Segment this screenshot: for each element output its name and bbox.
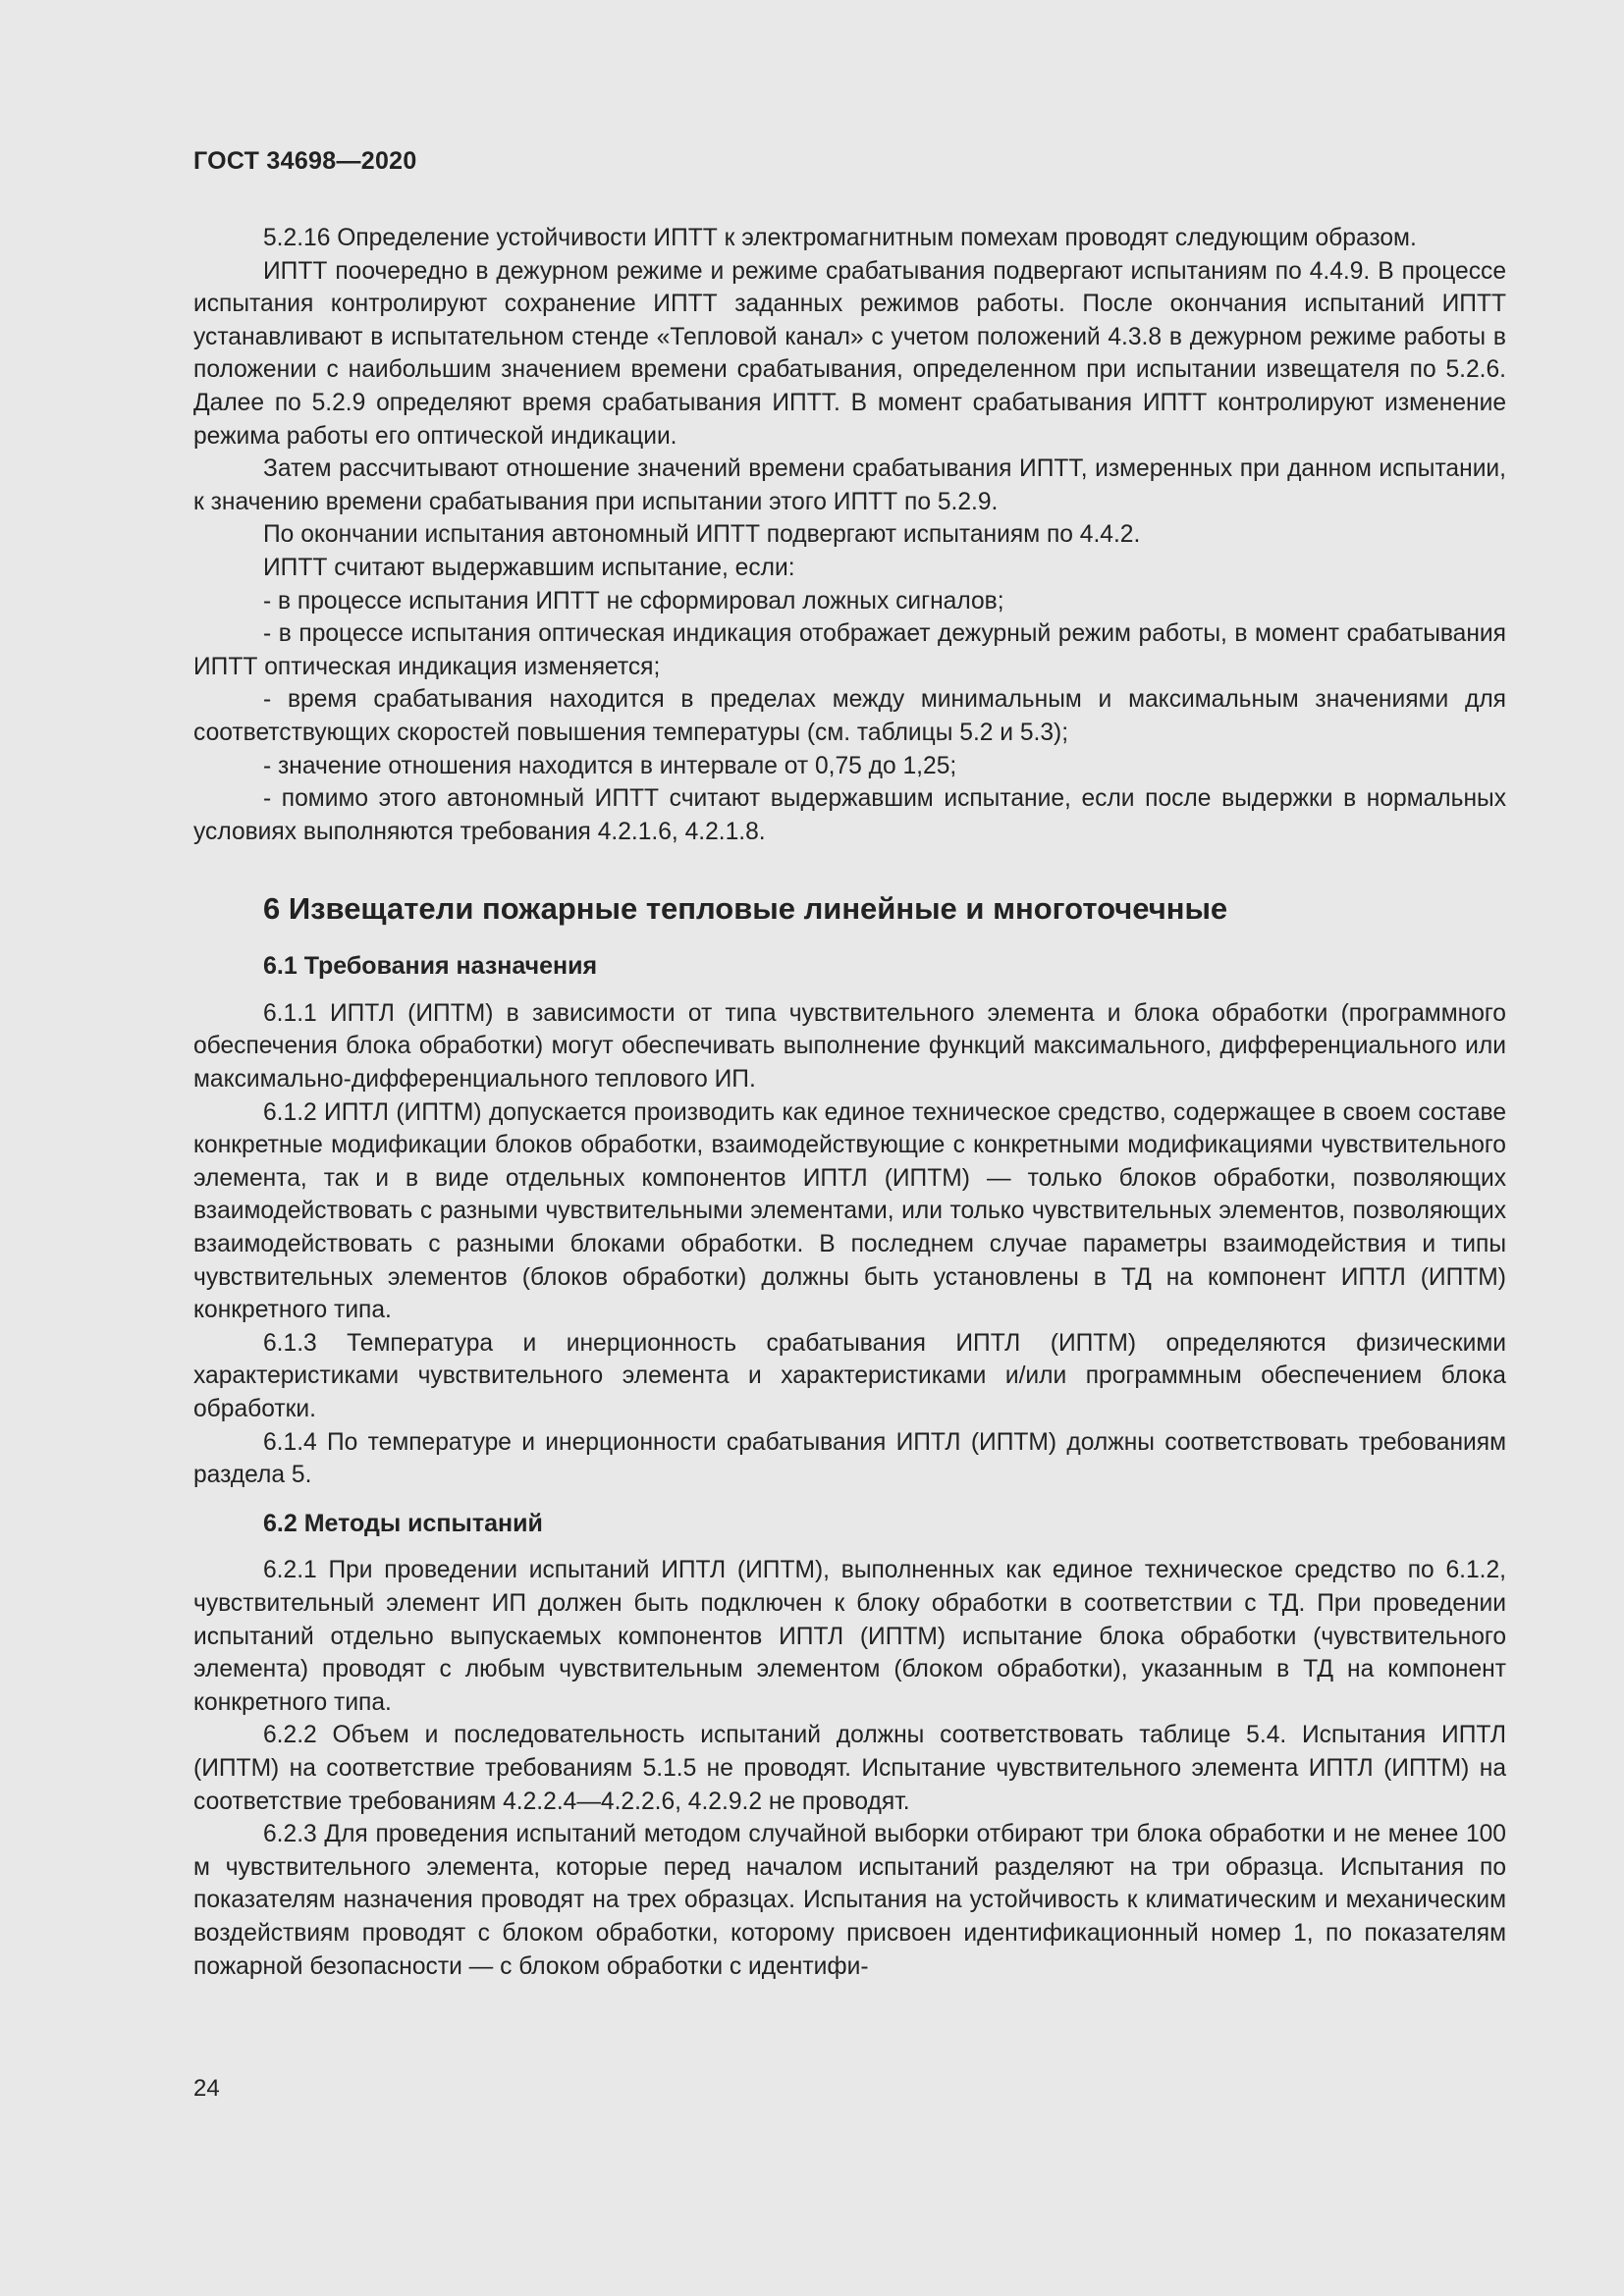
page-content [193,222,1506,1983]
section-5-2-16 [193,222,1506,848]
list-item: - в процессе испытания ИПТТ не сформировал ложных сигналов; [263,587,1004,614]
list-item: - помимо этого автономный ИПТТ считают выдержавшим испытание, если после выдержки в нормальных условиях выполняются требования 4.2.1.6, 4.2.1.8. [193,785,1506,845]
subsection-title: 6.1 Требования назначения [263,952,598,981]
paragraph: 6.1.1 ИПТЛ (ИПТМ) в зависимости от типа чувствительного элемента и блока обработки (программного обеспечения блока обработки) могут обеспечивать выполнение функций максимального, дифференциального или максимально-дифференциального теплового ИП. [193,999,1506,1094]
list-item: - в процессе испытания оптическая индикация отображает дежурный режим работы, в момент срабатывания ИПТТ оптическая индикация изменяется; [193,620,1506,680]
list-item: - время срабатывания находится в пределах между минимальным и максимальным значениями для соответствующих скоростей повышения температуры (см. таблицы 5.2 и 5.3); [193,686,1506,746]
paragraph: 6.2.1 При проведении испытаний ИПТЛ (ИПТМ), выполненных как единое техническое средство по 6.1.2, чувствительный элемент ИП должен быть подключен к блоку обработки в соответствии с ТД. При проведении испытаний отдельно выпускаемых компонентов ИПТЛ (ИПТМ) испытание блока обработки (чувствительного элемента) проводят с любым чувствительным элементом (блоком обработки), указанным в ТД на компонент конкретного типа. [193,1557,1506,1716]
paragraph: 6.2.2 Объем и последовательность испытаний должны соответствовать таблице 5.4. Испытания ИПТЛ (ИПТМ) на соответствие требованиям 5.1.5 не проводят. Испытание чувствительного элемента ИПТЛ (ИПТМ) на соответствие требованиям 4.2.2.4—4.2.2.6, 4.2.9.2 не проводят. [193,1722,1506,1815]
list-item: - значение отношения находится в интервале от 0,75 до 1,25; [263,752,957,779]
paragraph: 5.2.16 Определение устойчивости ИПТТ к электромагнитным помехам проводят следующим образом. [263,225,1417,251]
paragraph: ИПТТ считают выдержавшим испытание, если: [263,554,795,581]
paragraph: 6.2.3 Для проведения испытаний методом случайной выборки отбирают три блока обработки и не менее 100 м чувствительного элемента, которые перед началом испытаний разделяют на три образца. Испытания по показателям назначения проводят на трех образцах. Испытания на устойчивость к климатическим и механическим воздействиям проводят с блоком обработки, которому присвоен идентификационный номер 1, по показателям пожарной безопасности — с блоком обработки с идентифи- [193,1821,1506,1980]
subsection-6-2 [193,1554,1506,1983]
paragraph: Затем рассчитывают отношение значений времени срабатывания ИПТТ, измеренных при данном испытании, к значению времени срабатывания при испытании этого ИПТТ по 5.2.9. [193,455,1506,515]
document-header: ГОСТ 34698—2020 [193,147,417,175]
paragraph: ИПТТ поочередно в дежурном режиме и режиме срабатывания подвергают испытаниям по 4.4.9. В процессе испытания контролируют сохранение ИПТТ заданных режимов работы. После окончания испытаний ИПТТ устанавливают в испытательном стенде «Тепловой канал» с учетом положений 4.3.8 в дежурном режиме работы в положении с наибольшим значением времени срабатывания, определенном при испытании извещателя по 5.2.6. Далее по 5.2.9 определяют время срабатывания ИПТТ. В момент срабатывания ИПТТ контролируют изменение режима работы его оптической индикации. [193,257,1506,450]
page-number: 24 [193,2075,220,2102]
paragraph: 6.1.4 По температуре и инерционности срабатывания ИПТЛ (ИПТМ) должны соответствовать требованиям раздела 5. [193,1428,1506,1489]
subsection-title: 6.2 Методы испытаний [263,1509,543,1537]
paragraph: По окончании испытания автономный ИПТТ подвергают испытаниям по 4.4.2. [263,521,1141,549]
subsection-6-1 [193,997,1506,1492]
paragraph: 6.1.2 ИПТЛ (ИПТМ) допускается производить как единое техническое средство, содержащее в своем составе конкретные модификации блоков обработки, взаимодействующие с конкретными модификациями чувствительного элемента, так и в виде отдельных компонентов ИПТЛ (ИПТМ) — только блоков обработки, позволяющих взаимодействовать с разными чувствительными элементами, или только чувствительных элементов, позволяющих взаимодействовать с разными блоками обработки. В последнем случае параметры взаимодействия и типы чувствительных элементов (блоков обработки) должны быть установлены в ТД на компонент ИПТЛ (ИПТМ) конкретного типа. [193,1098,1506,1324]
section-title: 6 Извещатели пожарные тепловые линейные и многоточечные [263,891,1228,927]
paragraph: 6.1.3 Температура и инерционность срабатывания ИПТЛ (ИПТМ) определяются физическими характеристиками чувствительного элемента и характеристиками и/или программным обеспечением блока обработки. [193,1329,1506,1422]
